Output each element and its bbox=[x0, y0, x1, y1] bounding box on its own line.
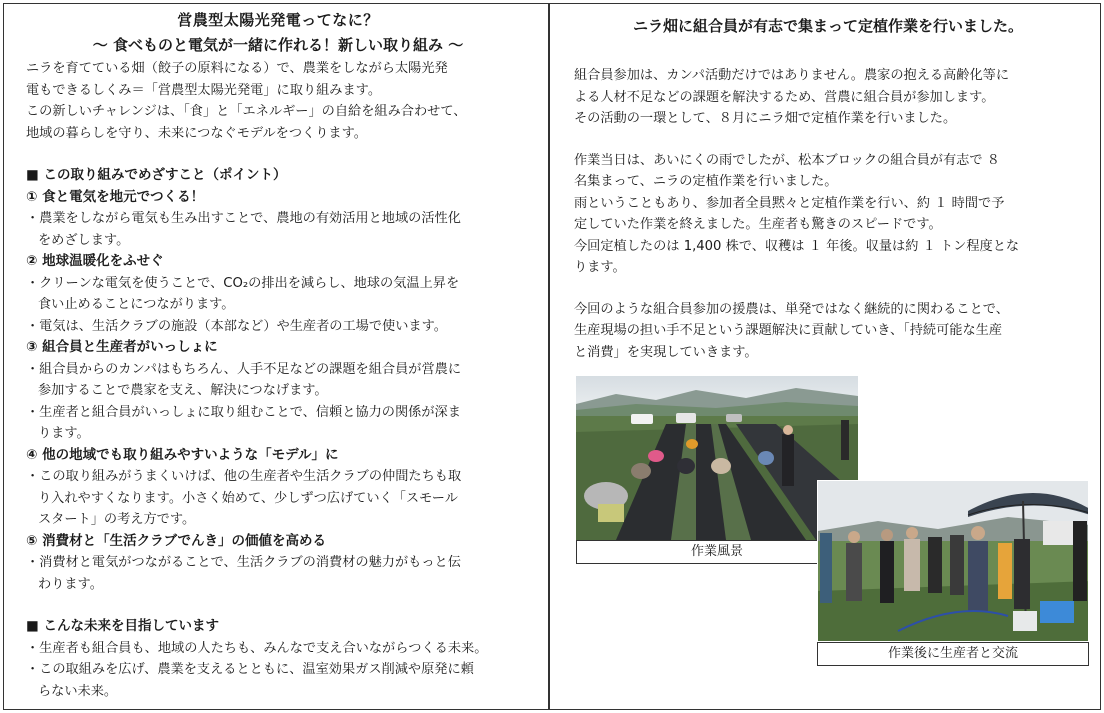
photo-exchange-with-producers bbox=[817, 480, 1089, 642]
point-1-bullet: ・農業をしながら電気も生み出すことで、農地の有効活用と地域の活性化 をめざします。 bbox=[26, 211, 461, 248]
report-paragraph-2: 作業当日は、あいにくの雨でしたが、松本ブロックの組合員が有志で ８ 名集まって、ニラの定植作業を行いました。 雨ということもあり、参加者全員黙々と定植作業を行い、約 １ 時間で予 定していた作業を終えました。生産者も驚きのスピードです。 今回定植したのは 1,400 株で、収穫は １ 年後。収量は約 １ トン程度とな ります。 bbox=[574, 152, 1020, 275]
left-subtitle: ～ 食べものと電気が一緒に作れる！新しい取り組み ～ bbox=[92, 36, 464, 54]
point-3-bullet-1: ・組合員からのカンパはもちろん、人手不足などの課題を組合員が営農に 参加することで農家を支え、解決につなげます。 bbox=[26, 361, 462, 398]
photo-caption-planting: 作業風景 bbox=[576, 540, 858, 564]
intro-line-2: 電もできるしくみ＝「営農型太陽光発電」に取り組みます。 bbox=[26, 82, 382, 98]
section-heading-points: ■ この取り組みでめざすこと（ポイント） bbox=[26, 167, 287, 183]
point-5-title: ⑤ 消費材と「生活クラブでんき」の価値を高める bbox=[26, 532, 327, 549]
report-paragraph-3: 今回のような組合員参加の援農は、単発ではなく継続的に関わることで、 生産現場の担い手不足という課題解決に貢献していき、「持続可能な生産 と消費」を実現していきます。 bbox=[574, 301, 1009, 360]
point-2-bullet-2: ・電気は、生活クラブの施設（本部など）や生産者の工場で使います。 bbox=[26, 318, 447, 334]
left-panel bbox=[3, 3, 549, 710]
future-bullet-1: ・生産者も組合員も、地域の人たちも、みんなで支え合いながらつくる未来。 bbox=[26, 640, 488, 656]
intro-line-3: この新しいチャレンジは、「食」と「エネルギー」の自給を組み合わせて、 bbox=[26, 104, 467, 119]
section-heading-future: ■ こんな未来を目指しています bbox=[26, 618, 219, 634]
point-1-title: ① 食と電気を地元でつくる！ bbox=[26, 188, 205, 205]
intro-line-4: 地域の暮らしを守り、未来につなぐモデルをつくります。 bbox=[26, 125, 367, 141]
point-5-bullet: ・消費材と電気がつながることで、生活クラブの消費材の魅力がもっと伝 わります。 bbox=[26, 555, 461, 592]
photo-caption-exchange: 作業後に生産者と交流 bbox=[817, 642, 1089, 666]
right-title: ニラ畑に組合員が有志で集まって定植作業を行いました。 bbox=[632, 17, 1023, 35]
point-2-title: ② 地球温暖化をふせぐ bbox=[26, 253, 164, 269]
point-3-bullet-2: ・生産者と組合員がいっしょに取り組むことで、信頼と協力の関係が深ま ります。 bbox=[26, 404, 461, 441]
report-paragraph-1: 組合員参加は、カンパ活動だけではありません。農家の抱える高齢化等に よる人材不足などの課題を解決するため、営農に組合員が参加します。 その活動の一環として、８月にニラ畑で定植作業を行いました。 bbox=[574, 68, 1010, 126]
point-4-bullet: ・この取り組みがうまくいけば、他の生産者や生活クラブの仲間たちも取 り入れやすくなります。小さく始めて、少しずつ広げていく「スモール スタート」の考え方です。 bbox=[26, 469, 462, 527]
intro-line-1: ニラを育てている畑（餃子の原料になる）で、農業をしながら太陽光発 bbox=[26, 61, 448, 76]
future-bullet-2: ・この取組みを広げ、農業を支えるとともに、温室効果ガス削減や原発に頼 らない未来。 bbox=[26, 662, 474, 699]
left-title: 営農型太陽光発電ってなに？ bbox=[177, 11, 379, 29]
right-panel bbox=[549, 3, 1101, 710]
photo-planting-work bbox=[576, 376, 858, 540]
point-4-title: ④ 他の地域でも取り組みやすいような「モデル」に bbox=[26, 446, 339, 463]
point-2-bullet-1: ・クリーンな電気を使うことで、CO₂の排出を減らし、地球の気温上昇を 食い止めることにつながります。 bbox=[26, 275, 460, 312]
point-3-title: ③ 組合員と生産者がいっしょに bbox=[26, 339, 218, 355]
